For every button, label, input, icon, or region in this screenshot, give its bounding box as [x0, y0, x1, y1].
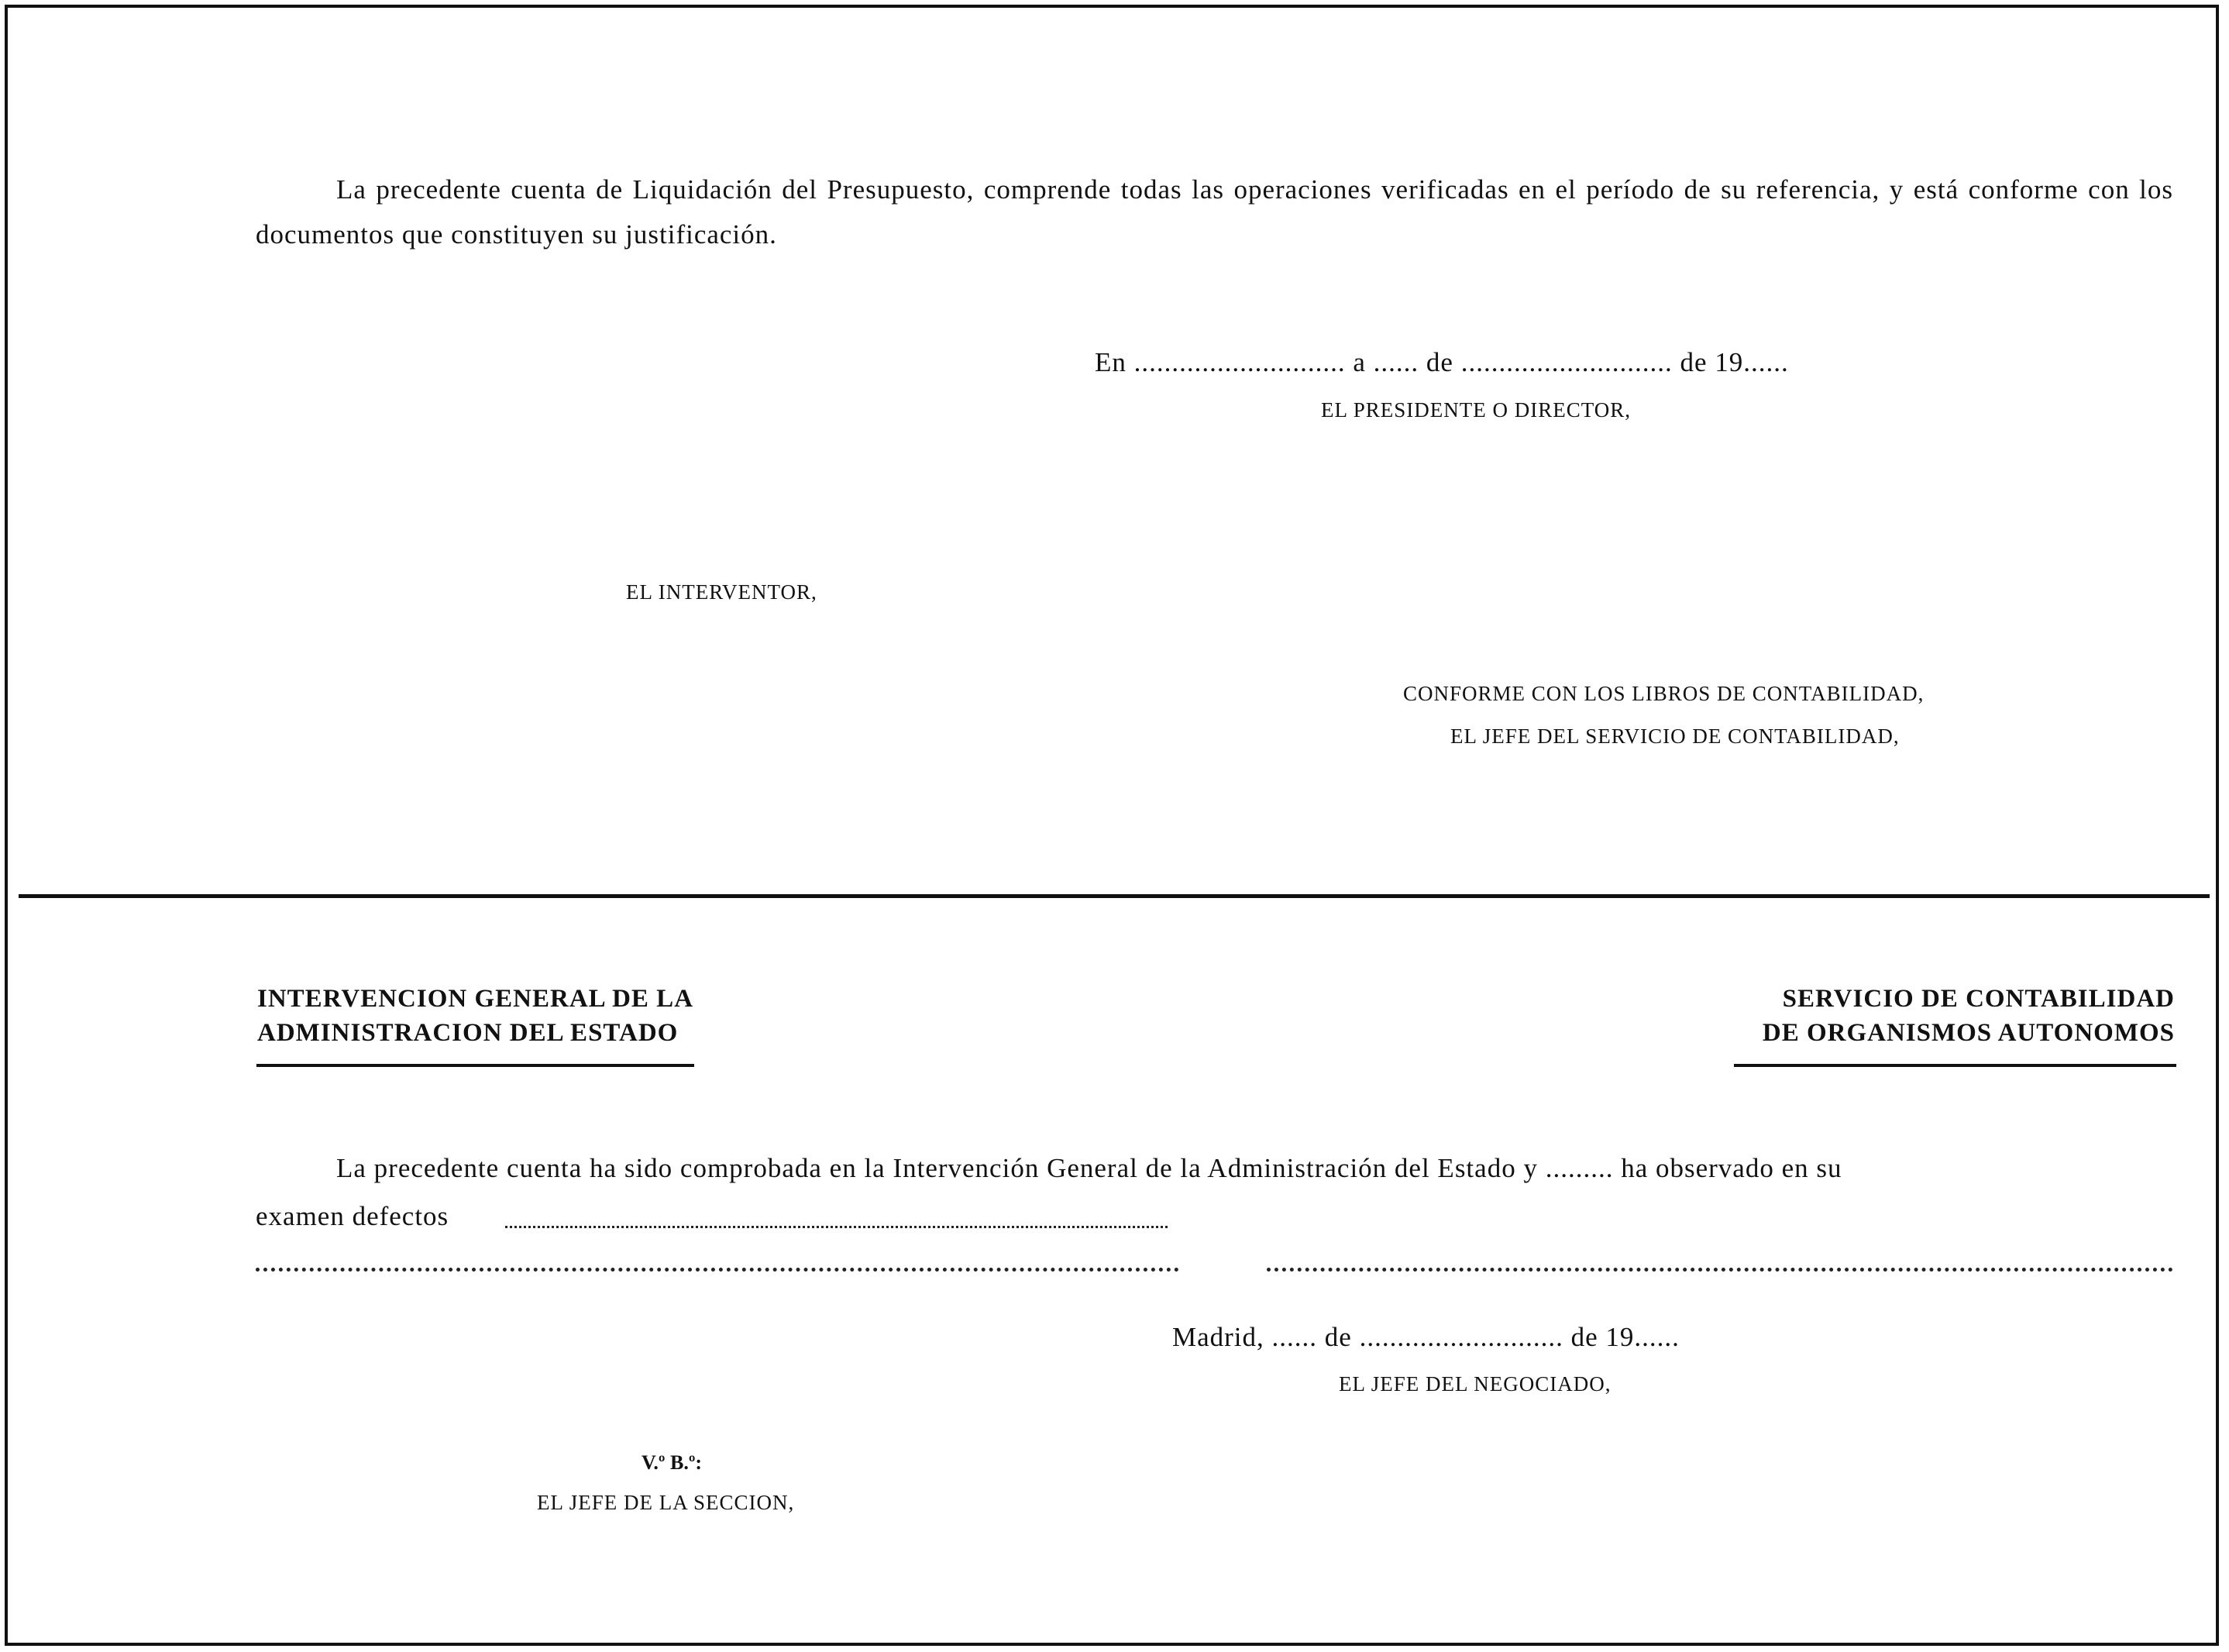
top-place-date: En ............................ a ...... de ............................ de 19...... — [1095, 347, 1789, 377]
right-heading-line1: SERVICIO DE CONTABILIDAD — [1782, 985, 2175, 1013]
left-heading-line2: ADMINISTRACION DEL ESTADO — [257, 1019, 679, 1047]
left-heading — [257, 982, 693, 1050]
right-heading — [1753, 982, 2175, 1050]
right-heading-line2: DE ORGANISMOS AUTONOMOS — [1762, 1019, 2175, 1047]
seccion-title: EL JEFE DE LA SECCION, — [537, 1491, 795, 1514]
left-heading-line1: INTERVENCION GENERAL DE LA — [257, 985, 694, 1013]
defects-fill-line-2a — [256, 1268, 1179, 1272]
left-heading-underline — [256, 1064, 694, 1067]
bottom-paragraph-line1: La precedente cuenta ha sido comprobada en la Intervención General de la Administración del Estado y ......... ha observado en su — [336, 1153, 1842, 1183]
bottom-paragraph-line2-label: examen defectos — [256, 1201, 449, 1231]
bottom-place-date: Madrid, ...... de ........................... de 19...... — [1172, 1322, 1680, 1352]
jefe-servicio-title: EL JEFE DEL SERVICIO DE CONTABILIDAD, — [1450, 724, 1900, 748]
conforme-line: CONFORME CON LOS LIBROS DE CONTABILIDAD, — [1403, 682, 1925, 705]
defects-fill-line-2b — [1267, 1268, 2173, 1272]
president-title: EL PRESIDENTE O DIRECTOR, — [1321, 398, 1631, 422]
interventor-title: EL INTERVENTOR, — [626, 580, 817, 604]
top-paragraph: La precedente cuenta de Liquidación del Presupuesto, comprende todas las operaciones verificadas en el período de su referencia, y está conforme con los documentos que constituyen su justificación. — [256, 174, 2173, 250]
right-heading-underline — [1734, 1064, 2176, 1067]
vbo-label: V.º B.º: — [642, 1451, 703, 1474]
defects-fill-line — [505, 1226, 1168, 1228]
negociado-title: EL JEFE DEL NEGOCIADO, — [1339, 1372, 1612, 1396]
section-divider — [19, 894, 2210, 898]
